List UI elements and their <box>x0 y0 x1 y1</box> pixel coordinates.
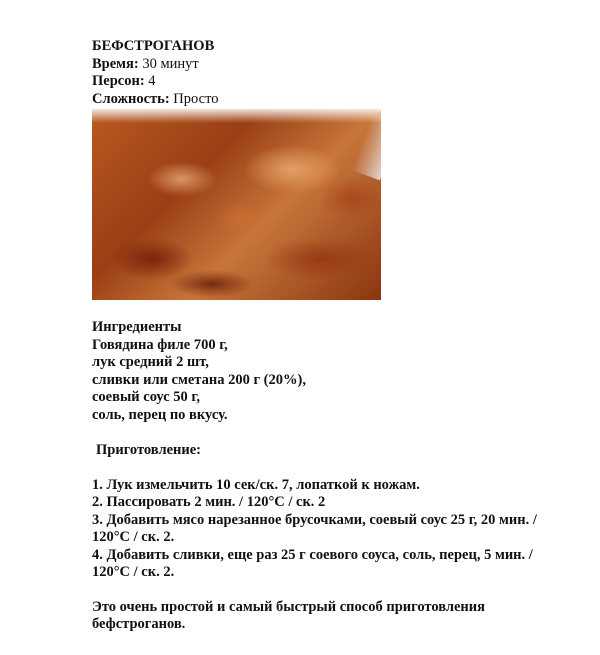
step-text: 4. Добавить сливки, еще раз 25 г соевого соуса, соль, перец, <box>92 546 485 563</box>
ingredient-item: соевый соус 50 г, <box>92 389 200 405</box>
recipe-title: БЕФСТРОГАНОВ <box>92 38 215 54</box>
step-text: 2. Пассировать <box>92 494 195 510</box>
step-4 <box>92 547 562 582</box>
step-text: 1. Лук измельчить <box>92 476 217 493</box>
ingredient-item: Говядина филе 700 г, <box>92 336 228 353</box>
preparation-steps <box>92 477 562 582</box>
recipe-photo <box>92 109 381 300</box>
meta-time <box>92 56 562 74</box>
ingredients-section <box>92 319 562 424</box>
closing-note: Это очень простой и самый быстрый способ приготовления бефстроганов. <box>92 598 485 632</box>
meta-time-value: 30 минут <box>138 55 199 72</box>
photo-top-edge <box>92 109 381 123</box>
step-text-after: , лопаткой к ножам. <box>288 476 420 493</box>
meta-difficulty <box>92 91 562 109</box>
ingredient-item: соль, перец по вкусу. <box>92 406 228 423</box>
plate-rim <box>352 114 381 181</box>
step-params: 20 мин. / 120°C / ск. 2. <box>92 511 537 545</box>
meta-difficulty-label: Сложность: <box>92 90 170 107</box>
meta-servings-label: Персон: <box>92 73 145 89</box>
preparation-heading: Приготовление: <box>96 442 201 458</box>
step-1 <box>92 477 562 495</box>
step-params: 2 мин. / 120°C / ск. 2 <box>194 494 326 510</box>
step-params: 10 сек/ск. 7 <box>216 476 289 493</box>
meta-servings <box>92 73 562 91</box>
meta-difficulty-value: Просто <box>169 90 219 107</box>
step-2 <box>92 494 562 512</box>
ingredient-item: лук средний 2 шт, <box>92 354 209 370</box>
step-text: 3. Добавить мясо нарезанное брусочками, соевый соус 25 г, <box>92 511 481 528</box>
meta-servings-value: 4 <box>144 73 156 89</box>
step-3 <box>92 512 562 547</box>
step-params: 5 мин. / 120°C / ск. 2. <box>92 546 533 580</box>
ingredient-item: сливки или сметана 200 г (20%), <box>92 371 306 388</box>
ingredients-heading: Ингредиенты <box>92 319 182 335</box>
recipe-content <box>92 38 562 648</box>
meta-time-label: Время: <box>92 55 139 72</box>
